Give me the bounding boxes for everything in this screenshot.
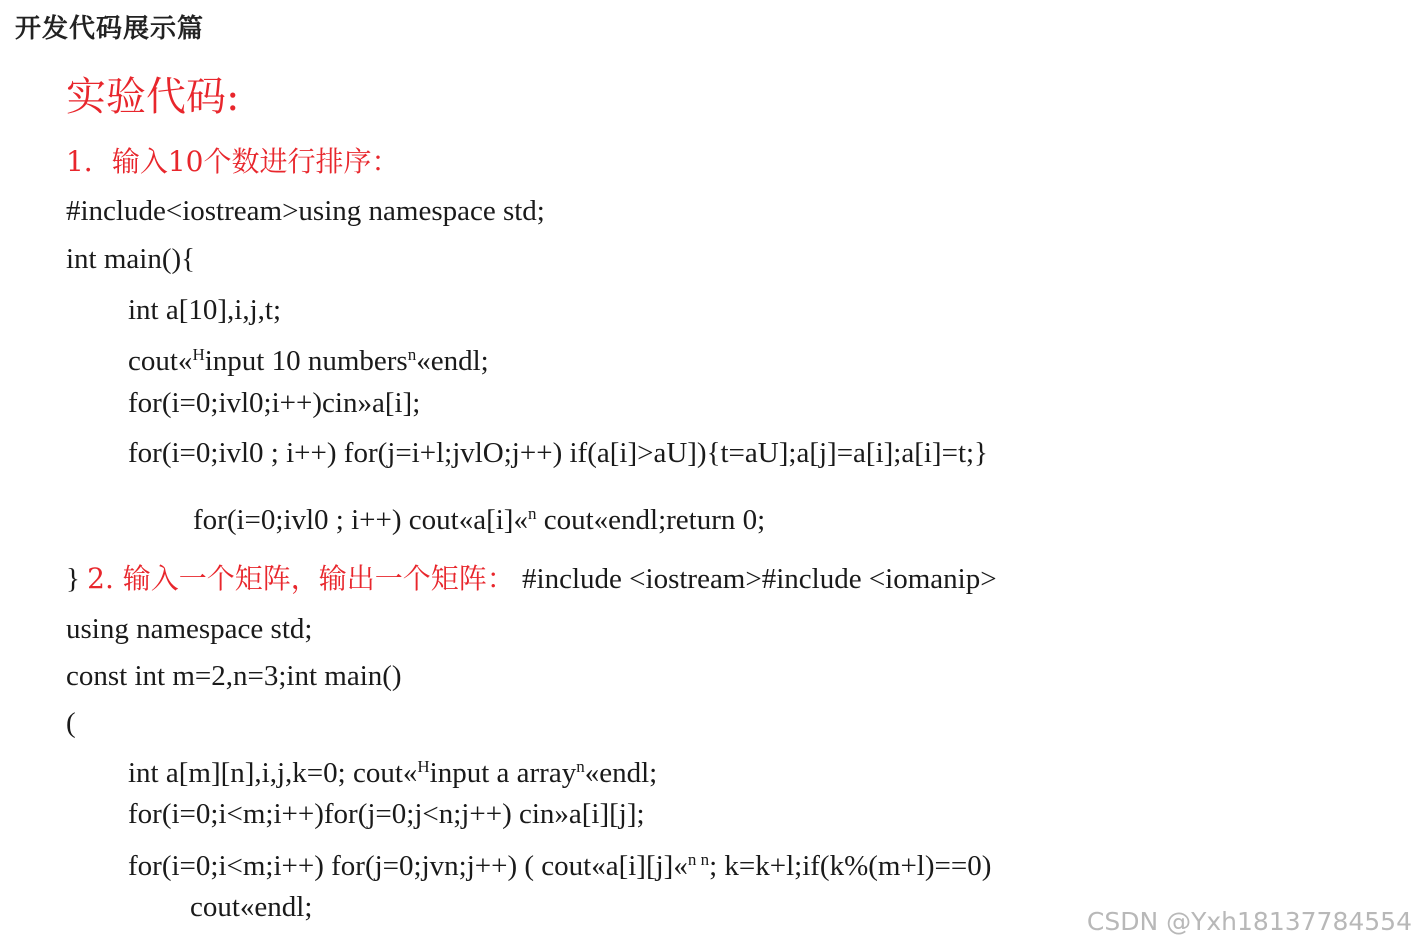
superscript-mark: n [576, 757, 585, 776]
code-line-8 [66, 562, 997, 596]
code-line-7 [193, 497, 765, 537]
code-line-15: cout«endl; [190, 891, 313, 923]
code-line-2: int main(){ [66, 243, 196, 275]
code-line-11: ( [66, 707, 76, 739]
code-line-13: for(i=0;i<m;i++)for(j=0;j<n;j++) cin»a[i][j]; [128, 798, 645, 830]
item2-title: 2. 输入一个矩阵，输出一个矩阵： [87, 562, 515, 595]
code-text: input 10 numbers [204, 345, 408, 377]
code-text: } [66, 563, 88, 595]
superscript-mark: H [192, 345, 205, 364]
code-text: «endl; [584, 757, 658, 789]
superscript-mark: n [527, 504, 537, 523]
code-text: ; k=k+l;if(k%(m+l)==0) [709, 850, 992, 882]
code-line-12 [128, 750, 657, 790]
code-text: #include <iostream>#include <iomanip> [514, 563, 997, 595]
code-line-10: const int m=2,n=3;int main() [66, 660, 402, 692]
superscript-mark: n [407, 345, 417, 364]
code-line-3: int a[10],i,j,t; [128, 294, 282, 326]
code-text: for(i=0;i<m;i++) for(j=0;jvn;j++) ( cout«a[i][j]« [128, 850, 688, 882]
code-line-9: using namespace std; [66, 613, 313, 645]
code-text: «endl; [416, 345, 489, 377]
code-text: input a array [429, 757, 577, 789]
code-text: int a[m][n],i,j,k=0; cout« [128, 757, 418, 789]
superscript-mark: n n [687, 850, 710, 869]
code-text: for(i=0;ivl0 ; i++) cout«a[i]« [193, 504, 528, 536]
page-title: 开发代码展示篇 [15, 14, 205, 44]
code-line-14 [128, 843, 991, 883]
code-line-4 [128, 338, 489, 378]
code-text: cout«endl;return 0; [536, 504, 766, 536]
watermark: CSDN @Yxh18137784554 [1086, 907, 1412, 936]
code-text: cout« [128, 345, 193, 377]
superscript-mark: H [417, 757, 430, 776]
code-line-6: for(i=0;ivl0 ; i++) for(j=i+l;jvlO;j++) if(a[i]>aU]){t=aU];a[j]=a[i];a[i]=t;} [128, 437, 988, 469]
section-title: 实验代码: [66, 74, 240, 120]
code-line-1: #include<iostream>using namespace std; [66, 195, 545, 227]
code-line-5: for(i=0;ivl0;i++)cin»a[i]; [128, 387, 421, 419]
item1-title: 1．输入10个数进行排序： [66, 145, 400, 178]
